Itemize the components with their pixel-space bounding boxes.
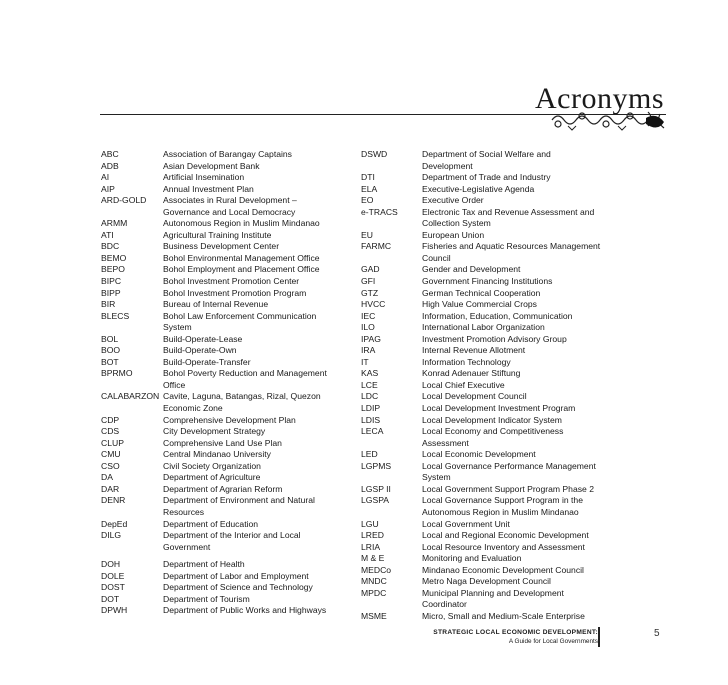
acronym-abbr: MSME — [361, 610, 387, 621]
acronym-entry — [361, 276, 612, 288]
acronym-definition — [422, 611, 612, 623]
definition-line: Bohol Environmental Management Office — [163, 252, 320, 263]
acronym-entry — [101, 571, 341, 583]
acronym-abbr: MPDC — [361, 587, 387, 598]
definition-line: Executive-Legislative Agenda — [422, 183, 535, 194]
acronym-entry — [101, 241, 341, 253]
acronym-entry — [101, 264, 341, 276]
acronym-entry — [361, 207, 612, 230]
acronym-definition — [422, 403, 612, 415]
acronym-abbr: LDIP — [361, 403, 381, 414]
acronym-abbr: DSWD — [361, 149, 388, 159]
definition-line: Agricultural Training Institute — [163, 229, 272, 240]
definition-line: System — [422, 472, 451, 483]
acronym-definition — [422, 276, 612, 288]
acronym-entry — [101, 605, 341, 617]
acronym-abbr: IT — [361, 356, 369, 367]
definition-line: Local Development Investment Program — [422, 403, 576, 414]
definition-line: German Technical Cooperation — [422, 287, 541, 298]
definition-line: Artificial Insemination — [163, 172, 245, 183]
acronym-definition — [422, 195, 612, 207]
acronym-definition — [163, 594, 341, 606]
acronym-abbr: DA — [101, 472, 113, 483]
acronym-entry — [101, 230, 341, 242]
acronym-entry — [361, 288, 612, 300]
acronym-entry — [101, 357, 341, 369]
acronym-entry — [101, 276, 341, 288]
acronym-definition — [422, 172, 612, 184]
acronym-definition — [163, 184, 341, 196]
acronym-entry — [101, 184, 341, 196]
acronym-entry — [361, 334, 612, 346]
definition-line: Council — [422, 252, 451, 263]
definition-line: Department of Agrarian Reform — [163, 483, 283, 494]
acronym-abbr: EU — [361, 229, 373, 240]
definition-line: Monitoring and Evaluation — [422, 553, 522, 564]
acronym-entry — [101, 594, 341, 606]
acronym-abbr: BIPP — [101, 287, 121, 298]
definition-line: Municipal Planning and Development — [422, 587, 564, 598]
acronym-list-left — [101, 149, 341, 617]
acronym-entry — [361, 184, 612, 196]
acronym-definition — [422, 495, 612, 518]
acronym-abbr: LRIA — [361, 541, 381, 552]
acronym-entry — [361, 576, 612, 588]
definition-line: Department of Trade and Industry — [422, 172, 551, 183]
definition-line: Local Chief Executive — [422, 379, 505, 390]
definition-line: Department of the Interior and Local — [163, 530, 301, 541]
acronym-definition — [163, 571, 341, 583]
acronym-entry — [101, 495, 341, 518]
definition-line: Department of Environment and Natural — [163, 495, 315, 506]
acronym-abbr: ATI — [101, 229, 114, 240]
acronym-definition — [422, 576, 612, 588]
acronym-definition — [163, 345, 341, 357]
acronym-abbr: ADB — [101, 160, 119, 171]
acronym-abbr: DENR — [101, 495, 126, 506]
footer — [360, 628, 598, 646]
acronym-abbr: BOO — [101, 345, 121, 356]
definition-line: Associates in Rural Development – — [163, 195, 297, 206]
acronym-definition — [422, 553, 612, 565]
acronym-entry — [361, 357, 612, 369]
acronym-abbr: IRA — [361, 345, 376, 356]
definition-line: Gender and Development — [422, 264, 521, 275]
acronym-abbr: CMU — [101, 449, 121, 460]
definition-line: Build-Operate-Lease — [163, 333, 243, 344]
acronym-definition — [422, 230, 612, 242]
acronym-entry — [101, 218, 341, 230]
definition-line: Development — [422, 160, 473, 171]
definition-line: Asian Development Bank — [163, 160, 260, 171]
definition-line: Economic Zone — [163, 403, 223, 414]
acronym-entry — [361, 149, 612, 172]
acronym-list-right — [361, 149, 612, 622]
acronym-abbr: BLECS — [101, 310, 130, 321]
definition-line: Annual Investment Plan — [163, 183, 254, 194]
acronym-abbr: DepEd — [101, 518, 128, 529]
acronym-entry — [101, 391, 341, 414]
acronym-abbr: LGSPA — [361, 495, 390, 506]
definition-line: Bohol Poverty Reduction and Management — [163, 368, 327, 379]
acronym-abbr: IPAG — [361, 333, 381, 344]
definition-line: Civil Society Organization — [163, 460, 261, 471]
acronym-abbr: GAD — [361, 264, 380, 275]
definition-line: Bohol Investment Promotion Center — [163, 276, 300, 287]
acronym-entry — [101, 461, 341, 473]
acronym-entry — [361, 530, 612, 542]
definition-line: Autonomous Region in Muslim Mindanao — [422, 506, 579, 517]
acronym-entry — [361, 241, 612, 264]
acronym-abbr: AIP — [101, 183, 115, 194]
definition-line: International Labor Organization — [422, 322, 545, 333]
definition-line: Local Governance Support Program in the — [422, 495, 583, 506]
definition-line: Local Economy and Competitiveness — [422, 426, 564, 437]
definition-line: Assessment — [422, 437, 469, 448]
acronym-definition — [163, 368, 341, 391]
definition-line: Department of Education — [163, 518, 259, 529]
acronym-abbr: BOT — [101, 356, 119, 367]
acronym-definition — [163, 230, 341, 242]
acronym-abbr: ARD-GOLD — [101, 195, 147, 206]
definition-line: Collection System — [422, 218, 491, 229]
definition-line: City Development Strategy — [163, 426, 266, 437]
acronym-abbr: BOL — [101, 333, 119, 344]
acronym-entry — [361, 345, 612, 357]
acronym-abbr: LDC — [361, 391, 379, 402]
acronym-abbr: CALABARZON — [101, 391, 160, 402]
acronym-entry — [361, 588, 612, 611]
acronym-abbr: BPRMO — [101, 368, 133, 379]
acronym-entry — [361, 322, 612, 334]
acronym-abbr: CDP — [101, 414, 120, 425]
definition-line: Department of Agriculture — [163, 472, 261, 483]
acronym-abbr: DOLE — [101, 570, 125, 581]
floral-ornament-icon — [548, 108, 676, 134]
acronym-definition — [422, 542, 612, 554]
acronym-definition — [422, 311, 612, 323]
acronym-definition — [422, 588, 612, 611]
definition-line: Bohol Investment Promotion Program — [163, 287, 307, 298]
acronym-abbr: M & E — [361, 553, 385, 564]
acronym-definition — [422, 264, 612, 276]
acronym-definition — [163, 495, 341, 518]
definition-line: Information, Education, Communication — [422, 310, 573, 321]
acronym-definition — [163, 461, 341, 473]
definition-line: Autonomous Region in Muslim Mindanao — [163, 218, 320, 229]
acronym-definition — [422, 334, 612, 346]
acronym-abbr: ELA — [361, 183, 378, 194]
acronym-definition — [163, 253, 341, 265]
acronym-definition — [163, 195, 341, 218]
acronym-abbr: LCE — [361, 379, 378, 390]
definition-line: Coordinator — [422, 599, 467, 610]
acronym-abbr: CSO — [101, 460, 120, 471]
definition-line: Local Economic Development — [422, 449, 536, 460]
acronym-entry — [361, 368, 612, 380]
acronym-abbr: LGU — [361, 518, 379, 529]
acronym-entry — [361, 195, 612, 207]
acronym-entry — [361, 565, 612, 577]
definition-line: Local Development Council — [422, 391, 527, 402]
acronym-entry — [361, 542, 612, 554]
acronym-definition — [422, 299, 612, 311]
definition-line: Department of Health — [163, 559, 245, 570]
acronym-definition — [422, 184, 612, 196]
acronym-abbr: DTI — [361, 172, 375, 183]
acronym-definition — [163, 438, 341, 450]
acronym-definition — [422, 241, 612, 264]
acronym-entry — [361, 403, 612, 415]
acronym-abbr: DAR — [101, 483, 120, 494]
definition-line: Department of Social Welfare and — [422, 149, 551, 159]
acronym-definition — [163, 357, 341, 369]
definition-line: Local and Regional Economic Development — [422, 530, 589, 541]
definition-line: Department of Public Works and Highways — [163, 605, 327, 616]
definition-line: Cavite, Laguna, Batangas, Rizal, Quezon — [163, 391, 321, 402]
acronym-entry — [101, 559, 341, 571]
acronym-entry — [101, 149, 341, 161]
acronym-definition — [422, 484, 612, 496]
acronym-abbr: CDS — [101, 426, 120, 437]
acronym-definition — [163, 391, 341, 414]
acronym-definition — [422, 391, 612, 403]
acronym-definition — [163, 149, 341, 161]
acronym-definition — [163, 519, 341, 531]
definition-line: System — [163, 322, 192, 333]
acronym-definition — [163, 276, 341, 288]
acronym-abbr: DPWH — [101, 605, 128, 616]
acronym-abbr: DILG — [101, 530, 122, 541]
acronym-entry — [361, 611, 612, 623]
acronym-definition — [422, 207, 612, 230]
acronym-entry — [101, 288, 341, 300]
acronym-abbr: MNDC — [361, 576, 387, 587]
acronym-definition — [163, 311, 341, 334]
acronym-entry — [361, 311, 612, 323]
acronym-abbr: GTZ — [361, 287, 379, 298]
acronym-entry — [101, 172, 341, 184]
acronym-entry — [101, 311, 341, 334]
acronym-definition — [422, 530, 612, 542]
acronym-entry — [101, 368, 341, 391]
definition-line: Micro, Small and Medium-Scale Enterprise — [422, 610, 585, 621]
acronym-abbr: ARMM — [101, 218, 128, 229]
acronym-entry — [361, 391, 612, 403]
definition-line: Government Financing Institutions — [422, 276, 553, 287]
acronym-abbr: IEC — [361, 310, 376, 321]
acronym-abbr: LECA — [361, 426, 384, 437]
definition-line: Local Resource Inventory and Assessment — [422, 541, 585, 552]
acronym-abbr: LDIS — [361, 414, 381, 425]
acronym-abbr: LRED — [361, 530, 384, 541]
acronym-abbr: BEPO — [101, 264, 125, 275]
definition-line: Local Governance Performance Management — [422, 460, 596, 471]
acronym-entry — [101, 253, 341, 265]
acronym-definition — [163, 172, 341, 184]
acronym-abbr: KAS — [361, 368, 379, 379]
definition-line: Internal Revenue Allotment — [422, 345, 526, 356]
acronym-definition — [163, 426, 341, 438]
footer-title: STRATEGIC LOCAL ECONOMIC DEVELOPMENT: — [433, 629, 598, 636]
acronym-definition — [163, 334, 341, 346]
acronym-entry — [101, 415, 341, 427]
acronym-definition — [422, 565, 612, 577]
acronym-abbr: ABC — [101, 149, 119, 159]
acronym-definition — [163, 582, 341, 594]
acronym-abbr: e-TRACS — [361, 206, 398, 217]
acronym-entry — [361, 449, 612, 461]
footer-subtitle: A Guide for Local Governments — [508, 638, 598, 645]
definition-line: Business Development Center — [163, 241, 280, 252]
acronym-abbr: BEMO — [101, 252, 127, 263]
definition-line: Bohol Law Enforcement Communication — [163, 310, 317, 321]
acronym-entry — [361, 426, 612, 449]
acronym-definition — [422, 368, 612, 380]
acronym-entry — [361, 415, 612, 427]
acronym-definition — [163, 264, 341, 276]
acronym-abbr: DOH — [101, 559, 121, 570]
definition-line: Local Government Support Program Phase 2 — [422, 483, 594, 494]
definition-line: Investment Promotion Advisory Group — [422, 333, 567, 344]
acronym-abbr: MEDCo — [361, 564, 392, 575]
acronym-entry — [361, 172, 612, 184]
acronym-entry — [361, 495, 612, 518]
acronym-entry — [101, 426, 341, 438]
acronym-abbr: GFI — [361, 276, 376, 287]
definition-line: Department of Labor and Employment — [163, 570, 309, 581]
acronym-entry — [361, 484, 612, 496]
definition-line: Comprehensive Development Plan — [163, 414, 296, 425]
acronym-definition — [163, 472, 341, 484]
acronym-entry — [101, 449, 341, 461]
acronym-abbr: AI — [101, 172, 110, 183]
acronym-definition — [422, 322, 612, 334]
acronym-definition — [422, 380, 612, 392]
acronym-entry — [101, 438, 341, 450]
acronym-abbr: LGPMS — [361, 460, 392, 471]
acronym-definition — [163, 559, 341, 571]
acronym-entry — [101, 582, 341, 594]
definition-line: European Union — [422, 229, 485, 240]
acronym-definition — [163, 299, 341, 311]
acronym-definition — [163, 484, 341, 496]
acronym-definition — [422, 345, 612, 357]
acronym-entry — [101, 195, 341, 218]
definition-line: Information Technology — [422, 356, 511, 367]
definition-line: Resources — [163, 506, 205, 517]
acronym-entry — [101, 530, 341, 553]
definition-line: Konrad Adenauer Stiftung — [422, 368, 521, 379]
footer-divider — [598, 627, 600, 647]
acronym-entry — [101, 334, 341, 346]
acronym-abbr: HVCC — [361, 299, 386, 310]
acronym-definition — [422, 461, 612, 484]
acronym-entry — [361, 519, 612, 531]
acronym-entry — [361, 461, 612, 484]
acronym-abbr: DOT — [101, 593, 120, 604]
definition-line: Executive Order — [422, 195, 484, 206]
page-title: Acronyms — [535, 82, 664, 115]
acronym-entry — [101, 484, 341, 496]
definition-line: Mindanao Economic Development Council — [422, 564, 584, 575]
definition-line: Electronic Tax and Revenue Assessment and — [422, 206, 595, 217]
acronym-definition — [422, 415, 612, 427]
definition-line: Department of Tourism — [163, 593, 250, 604]
acronym-definition — [422, 288, 612, 300]
acronym-abbr: ILO — [361, 322, 375, 333]
definition-line: Build-Operate-Transfer — [163, 356, 251, 367]
acronym-abbr: CLUP — [101, 437, 124, 448]
acronym-definition — [422, 357, 612, 369]
acronym-definition — [163, 288, 341, 300]
acronym-definition — [163, 218, 341, 230]
acronym-entry — [101, 345, 341, 357]
definition-line: Bohol Employment and Placement Office — [163, 264, 320, 275]
acronym-abbr: DOST — [101, 582, 125, 593]
acronym-definition — [163, 605, 341, 617]
acronym-definition — [163, 161, 341, 173]
acronym-entry — [101, 519, 341, 531]
page-number: 5 — [654, 628, 660, 639]
definition-line: Office — [163, 379, 186, 390]
acronym-definition — [422, 449, 612, 461]
acronym-abbr: BIR — [101, 299, 116, 310]
acronym-definition — [163, 449, 341, 461]
acronym-definition — [422, 426, 612, 449]
definition-line: Local Government Unit — [422, 518, 510, 529]
definition-line: Metro Naga Development Council — [422, 576, 551, 587]
acronym-abbr: BIPC — [101, 276, 122, 287]
acronym-definition — [163, 241, 341, 253]
acronym-definition — [163, 530, 341, 553]
acronym-definition — [422, 149, 612, 172]
definition-line: Fisheries and Aquatic Resources Management — [422, 241, 601, 252]
acronym-entry — [361, 299, 612, 311]
acronym-definition — [163, 415, 341, 427]
acronym-abbr: FARMC — [361, 241, 392, 252]
acronym-abbr: EO — [361, 195, 374, 206]
acronym-entry — [101, 472, 341, 484]
acronym-entry — [361, 230, 612, 242]
acronym-definition — [422, 519, 612, 531]
acronym-abbr: BDC — [101, 241, 120, 252]
definition-line: Department of Science and Technology — [163, 582, 313, 593]
definition-line: Government — [163, 541, 211, 552]
acronym-abbr: LGSP II — [361, 483, 391, 494]
definition-line: Build-Operate-Own — [163, 345, 237, 356]
definition-line: Association of Barangay Captains — [163, 149, 292, 159]
definition-line: High Value Commercial Crops — [422, 299, 537, 310]
definition-line: Bureau of Internal Revenue — [163, 299, 269, 310]
definition-line: Governance and Local Democracy — [163, 206, 296, 217]
acronym-entry — [361, 553, 612, 565]
definition-line: Comprehensive Land Use Plan — [163, 437, 282, 448]
definition-line: Central Mindanao University — [163, 449, 271, 460]
acronym-entry — [101, 299, 341, 311]
acronym-entry — [101, 161, 341, 173]
definition-line: Local Development Indicator System — [422, 414, 562, 425]
acronym-entry — [361, 264, 612, 276]
acronym-entry — [361, 380, 612, 392]
acronym-abbr: LED — [361, 449, 378, 460]
